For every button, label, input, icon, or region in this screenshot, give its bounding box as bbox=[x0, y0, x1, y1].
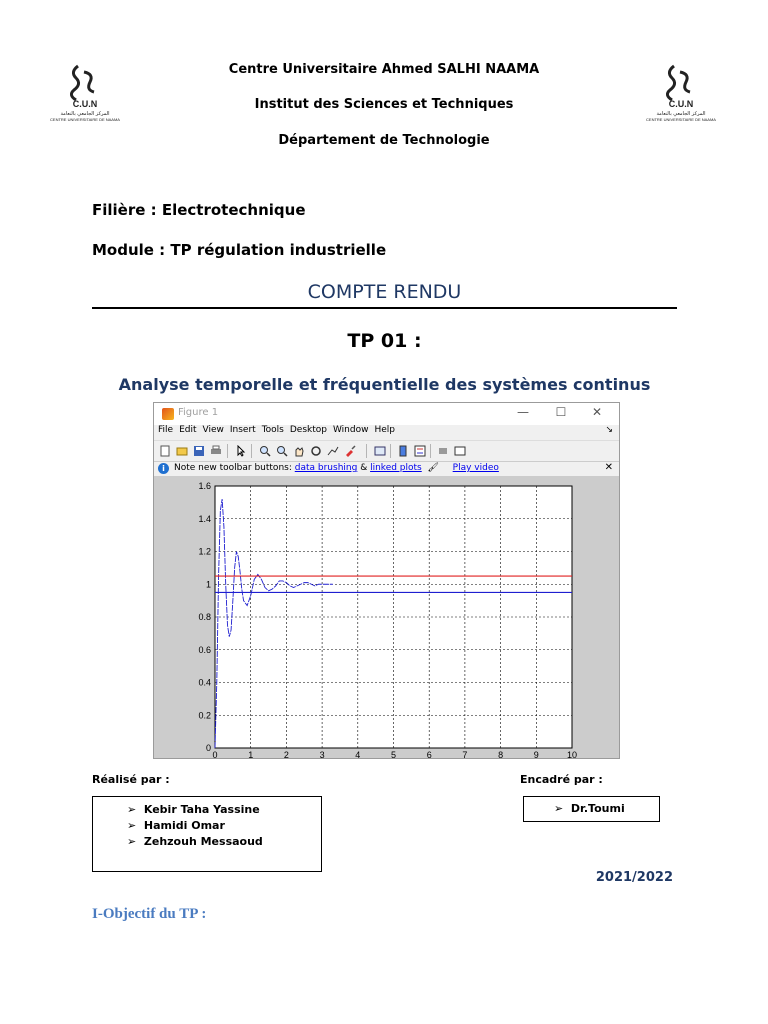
brush-icon: 🖌 bbox=[424, 463, 442, 473]
list-item: ➢ Kebir Taha Yassine bbox=[127, 803, 260, 816]
y-tick-label: 1.4 bbox=[198, 513, 211, 524]
menu-window[interactable]: Window bbox=[332, 425, 369, 435]
cun-logo-icon bbox=[636, 62, 726, 124]
x-tick-label: 3 bbox=[319, 750, 325, 758]
x-tick-label: 8 bbox=[498, 750, 504, 758]
y-tick-label: 0.2 bbox=[198, 710, 211, 721]
header-department: Département de Technologie bbox=[278, 133, 490, 148]
hide-tools-icon[interactable] bbox=[436, 445, 449, 457]
filiere-line: Filière : Electrotechnique bbox=[92, 201, 306, 219]
x-tick-label: 0 bbox=[212, 750, 218, 758]
header-institute: Institut des Sciences et Techniques bbox=[254, 97, 514, 112]
tp-number: TP 01 : bbox=[347, 330, 422, 352]
realise-label: Réalisé par : bbox=[92, 773, 170, 786]
x-tick-label: 1 bbox=[248, 750, 254, 758]
x-tick-label: 5 bbox=[390, 750, 397, 758]
y-tick-label: 1.6 bbox=[198, 481, 211, 491]
cun-logo-icon bbox=[40, 62, 130, 124]
matlab-icon bbox=[162, 408, 174, 420]
rotate-icon[interactable] bbox=[309, 445, 322, 457]
play-video-link[interactable]: Play video bbox=[452, 463, 499, 473]
menu-desktop[interactable]: Desktop bbox=[289, 425, 327, 435]
x-tick-label: 2 bbox=[283, 750, 289, 758]
menu-edit[interactable]: Edit bbox=[179, 425, 197, 435]
new-file-icon[interactable] bbox=[158, 445, 171, 457]
y-tick-label: 0 bbox=[205, 743, 211, 753]
toolbar-separator bbox=[390, 444, 391, 458]
linked-plots-link[interactable]: linked plots bbox=[370, 463, 422, 473]
figure-notebar bbox=[154, 462, 619, 476]
data-cursor-icon[interactable] bbox=[326, 445, 339, 457]
svg-text:المركز الجامعي بالنعامة: المركز الجامعي بالنعامة bbox=[656, 111, 706, 117]
zoom-out-icon[interactable] bbox=[275, 445, 288, 457]
figure-title: Figure 1 bbox=[178, 407, 219, 418]
svg-text:المركز الجامعي بالنعامة: المركز الجامعي بالنعامة bbox=[60, 111, 110, 117]
academic-year: 2021/2022 bbox=[595, 870, 673, 885]
legend-icon[interactable] bbox=[413, 445, 426, 457]
menu-view[interactable]: View bbox=[202, 425, 224, 435]
figure-titlebar bbox=[154, 403, 619, 425]
module-line: Module : TP régulation industrielle bbox=[92, 241, 387, 259]
link-icon[interactable] bbox=[373, 445, 386, 457]
students-list bbox=[127, 802, 263, 850]
university-logo-right bbox=[636, 62, 726, 124]
x-tick-label: 9 bbox=[533, 750, 539, 758]
matlab-figure-window bbox=[153, 402, 620, 759]
compte-rendu-title: COMPTE RENDU bbox=[307, 281, 462, 303]
toolbar-separator bbox=[430, 444, 431, 458]
y-tick-label: 0.8 bbox=[198, 612, 211, 622]
header-institution: Centre Universitaire Ahmed SALHI NAAMA bbox=[228, 62, 540, 77]
zoom-in-icon[interactable] bbox=[258, 445, 271, 457]
svg-text:C.U.N: C.U.N bbox=[668, 99, 694, 109]
minimize-button[interactable]: — bbox=[517, 405, 529, 419]
close-button[interactable]: ✕ bbox=[591, 405, 603, 419]
y-tick-label: 1.2 bbox=[198, 546, 211, 557]
x-tick-label: 4 bbox=[355, 750, 361, 758]
x-tick-label: 7 bbox=[462, 750, 468, 758]
open-folder-icon[interactable] bbox=[175, 445, 188, 457]
y-tick-label: 0.6 bbox=[198, 644, 211, 655]
encadre-label: Encadré par : bbox=[520, 773, 603, 786]
title-rule bbox=[92, 307, 677, 309]
menu-tools[interactable]: Tools bbox=[261, 425, 284, 435]
svg-text:CENTRE UNIVERSITAIRE DE NAAMA: CENTRE UNIVERSITAIRE DE NAAMA bbox=[50, 117, 120, 122]
save-icon[interactable] bbox=[192, 445, 205, 457]
x-tick-label: 10 bbox=[566, 750, 578, 758]
pan-icon[interactable] bbox=[292, 445, 305, 457]
data-brushing-link[interactable]: data brushing bbox=[294, 463, 358, 473]
students-box bbox=[92, 796, 322, 872]
supervisor-box bbox=[523, 796, 660, 822]
university-logo-left bbox=[40, 62, 130, 124]
step-response-chart[interactable] bbox=[154, 476, 619, 758]
menu-help[interactable]: Help bbox=[374, 425, 396, 435]
y-tick-label: 1 bbox=[205, 579, 211, 590]
logo-text: C.U.N bbox=[72, 99, 98, 109]
tp-subtitle: Analyse temporelle et fréquentielle des systèmes continus bbox=[118, 375, 651, 394]
maximize-button[interactable]: ☐ bbox=[555, 405, 567, 419]
x-tick-label: 6 bbox=[426, 750, 432, 758]
note-close-icon[interactable]: ✕ bbox=[604, 462, 613, 473]
toolbar-separator bbox=[251, 444, 252, 458]
info-icon: i bbox=[158, 463, 169, 474]
print-icon[interactable] bbox=[209, 445, 222, 457]
plot-area bbox=[154, 476, 619, 758]
list-item: ➢ Hamidi Omar bbox=[127, 819, 225, 832]
pointer-icon[interactable] bbox=[234, 445, 247, 457]
menu-file[interactable]: File bbox=[158, 425, 174, 435]
supervisor-item: ➢ Dr.Toumi bbox=[554, 802, 625, 815]
list-item: ➢ Zehzouh Messaoud bbox=[127, 835, 263, 848]
figure-toolbar bbox=[154, 440, 619, 462]
colorbar-icon[interactable] bbox=[396, 445, 409, 457]
dock-icon[interactable]: ↘ bbox=[605, 425, 613, 435]
svg-text:CENTRE UNIVERSITAIRE DE NAAMA: CENTRE UNIVERSITAIRE DE NAAMA bbox=[646, 117, 716, 122]
menu-insert[interactable]: Insert bbox=[229, 425, 256, 435]
toolbar-separator bbox=[227, 444, 228, 458]
section-heading: I-Objectif du TP : bbox=[92, 906, 207, 922]
brush-icon[interactable] bbox=[343, 445, 356, 457]
show-tools-icon[interactable] bbox=[453, 445, 466, 457]
note-text: Note new toolbar buttons: data brushing & linked plots 🖌 Play video bbox=[174, 463, 499, 473]
toolbar-separator bbox=[366, 444, 367, 458]
figure-menubar bbox=[154, 425, 619, 440]
y-tick-label: 0.4 bbox=[198, 677, 211, 688]
